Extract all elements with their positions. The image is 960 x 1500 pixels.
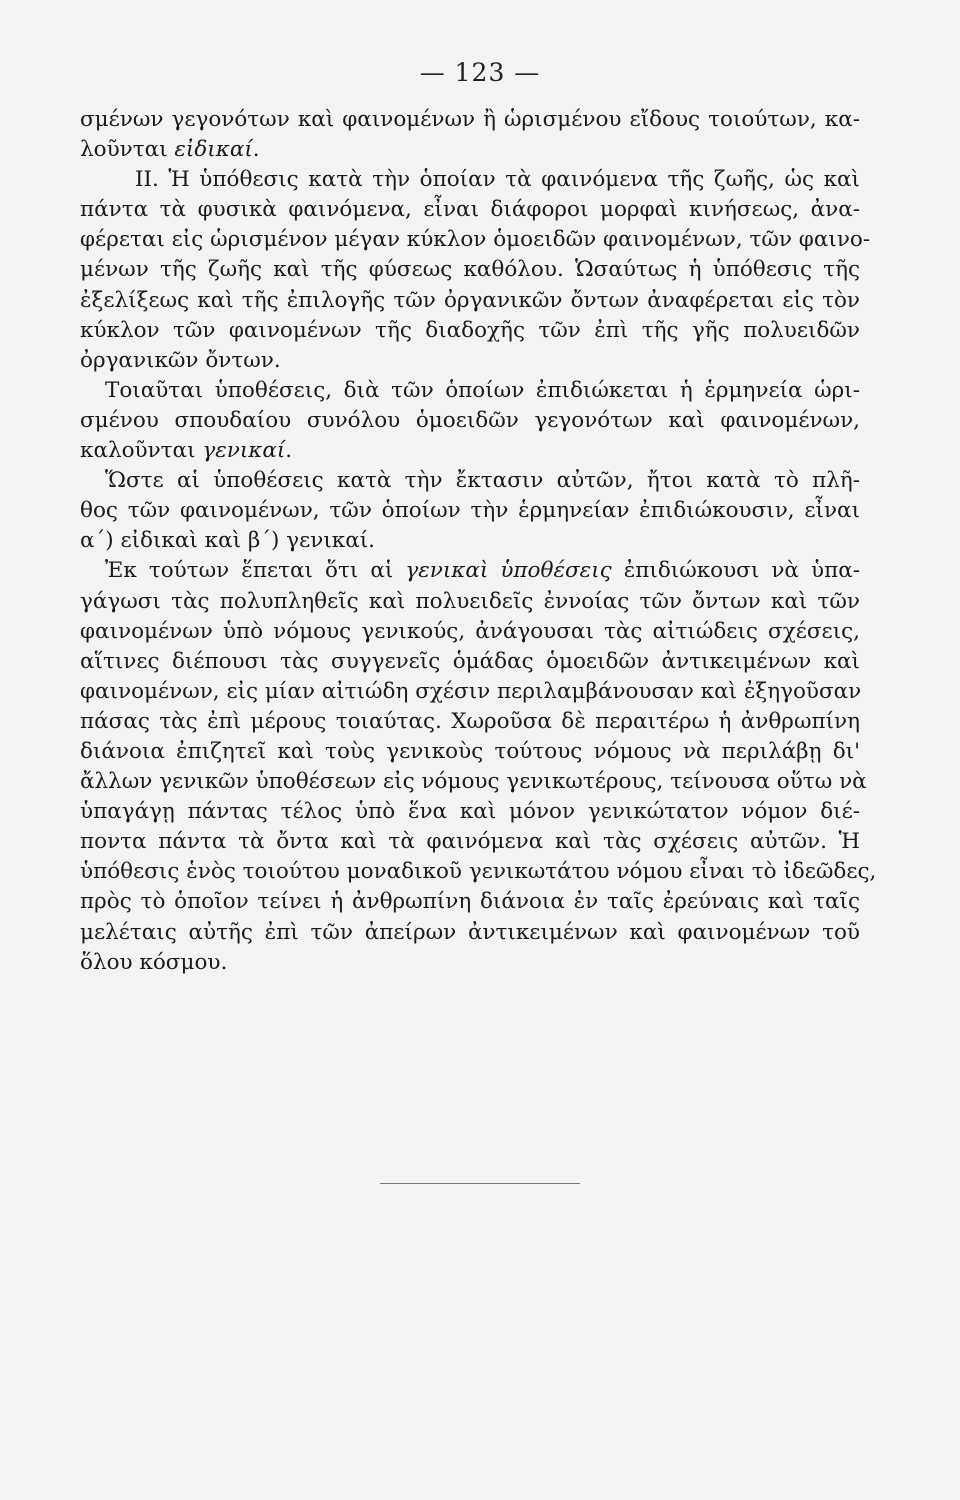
text-line: πάσας τὰς ἐπὶ μέρους τοιαύτας. Χωροῦσα δὲ περαιτέρω ἡ ἀνθρωπίνη bbox=[80, 708, 860, 734]
body-text bbox=[80, 105, 877, 978]
page-number: — 123 — bbox=[419, 58, 541, 87]
text-line: μένων τῆς ζωῆς καὶ τῆς φύσεως καθόλου. Ὡσαύτως ἡ ὑπόθεσις τῆς bbox=[80, 257, 860, 283]
text-line: ἐξελίξεως καὶ τῆς ἐπιλογῆς τῶν ὀργανικῶν ὄντων ἀναφέρεται εἰς τὸν bbox=[80, 287, 860, 313]
italic-term: εἰδικαί bbox=[174, 137, 253, 163]
divider-rule bbox=[380, 1183, 580, 1184]
italic-term: γενικαὶ ὑποθέσεις bbox=[405, 558, 612, 584]
text-line: λοῦνται εἰδικαί. bbox=[80, 137, 260, 163]
text-line: ὑπόθεσις ἑνὸς τοιούτου μοναδικοῦ γενικωτάτου νόμου εἶναι τὸ ἰδεῶδες, bbox=[80, 859, 877, 885]
text-line: ὀργανικῶν ὄντων. bbox=[80, 347, 281, 373]
text-line: ὅλου κόσμου. bbox=[80, 949, 228, 975]
text-line: Τοιαῦται ὑποθέσεις, διὰ τῶν ὁποίων ἐπιδιώκεται ἡ ἑρμηνεία ὡρι- bbox=[105, 377, 860, 403]
text-line: ἄλλων γενικῶν ὑποθέσεων εἰς νόμους γενικωτέρους, τείνουσα οὕτω νὰ bbox=[80, 769, 867, 795]
text-line: II. Ἡ ὑπόθεσις κατὰ τὴν ὁποίαν τὰ φαινόμενα τῆς ζωῆς, ὡς καὶ bbox=[135, 167, 860, 193]
text-line: Ὥστε αἱ ὑποθέσεις κατὰ τὴν ἔκτασιν αὐτῶν, ἤτοι κατὰ τὸ πλῆ- bbox=[105, 468, 860, 494]
text-line: Ἐκ τούτων ἕπεται ὅτι αἱ γενικαὶ ὑποθέσεις ἐπιδιώκουσι νὰ ὑπα- bbox=[105, 558, 860, 584]
text-line: α΄) εἰδικαὶ καὶ β΄) γενικαί. bbox=[80, 528, 375, 554]
text-line: ὑπαγάγῃ πάντας τέλος ὑπὸ ἕνα καὶ μόνον γενικώτατον νόμον διέ- bbox=[80, 799, 860, 825]
text-line: θος τῶν φαινομένων, τῶν ὁποίων τὴν ἑρμηνείαν ἐπιδιώκουσιν, εἶναι bbox=[80, 498, 860, 524]
text-line: φέρεται εἰς ὡρισμένον μέγαν κύκλον ὁμοειδῶν φαινομένων, τῶν φαινο- bbox=[80, 227, 871, 253]
text-line: αἵτινες διέπουσι τὰς συγγενεῖς ὁμάδας ὁμοειδῶν ἀντικειμένων καὶ bbox=[80, 648, 860, 674]
text-line: γάγωσι τὰς πολυπληθεῖς καὶ πολυειδεῖς ἐννοίας τῶν ὄντων καὶ τῶν bbox=[80, 588, 860, 614]
text-line: μελέταις αὐτῆς ἐπὶ τῶν ἀπείρων ἀντικειμένων καὶ φαινομένων τοῦ bbox=[80, 919, 860, 945]
text-line: πρὸς τὸ ὁποῖον τείνει ἡ ἀνθρωπίνη διάνοια ἐν ταῖς ἐρεύναις καὶ ταῖς bbox=[80, 889, 860, 915]
text-line: πάντα τὰ φυσικὰ φαινόμενα, εἶναι διάφοροι μορφαὶ κινήσεως, ἀνα- bbox=[80, 197, 860, 223]
text-line: κύκλον τῶν φαινομένων τῆς διαδοχῆς τῶν ἐπὶ τῆς γῆς πολυειδῶν bbox=[80, 317, 860, 343]
text-line: φαινομένων ὑπὸ νόμους γενικούς, ἀνάγουσαι τὰς αἰτιώδεις σχέσεις, bbox=[80, 618, 860, 644]
text-line: σμένου σπουδαίου συνόλου ὁμοειδῶν γεγονότων καὶ φαινομένων, bbox=[80, 407, 860, 433]
text-line: καλοῦνται γενικαί. bbox=[80, 438, 293, 464]
text-line: ποντα πάντα τὰ ὄντα καὶ τὰ φαινόμενα καὶ τὰς σχέσεις αὐτῶν. Ἡ bbox=[80, 829, 860, 855]
italic-term: γενικαί bbox=[202, 438, 286, 464]
text-line: φαινομένων, εἰς μίαν αἰτιώδη σχέσιν περιλαμβάνουσαν καὶ ἐξηγοῦσαν bbox=[80, 678, 862, 704]
text-line: σμένων γεγονότων καὶ φαινομένων ἢ ὡρισμένου εἴδους τοιούτων, κα- bbox=[80, 107, 860, 132]
text-line: διάνοια ἐπιζητεῖ καὶ τοὺς γενικοὺς τούτους νόμους νὰ περιλάβῃ δι' bbox=[80, 738, 860, 764]
